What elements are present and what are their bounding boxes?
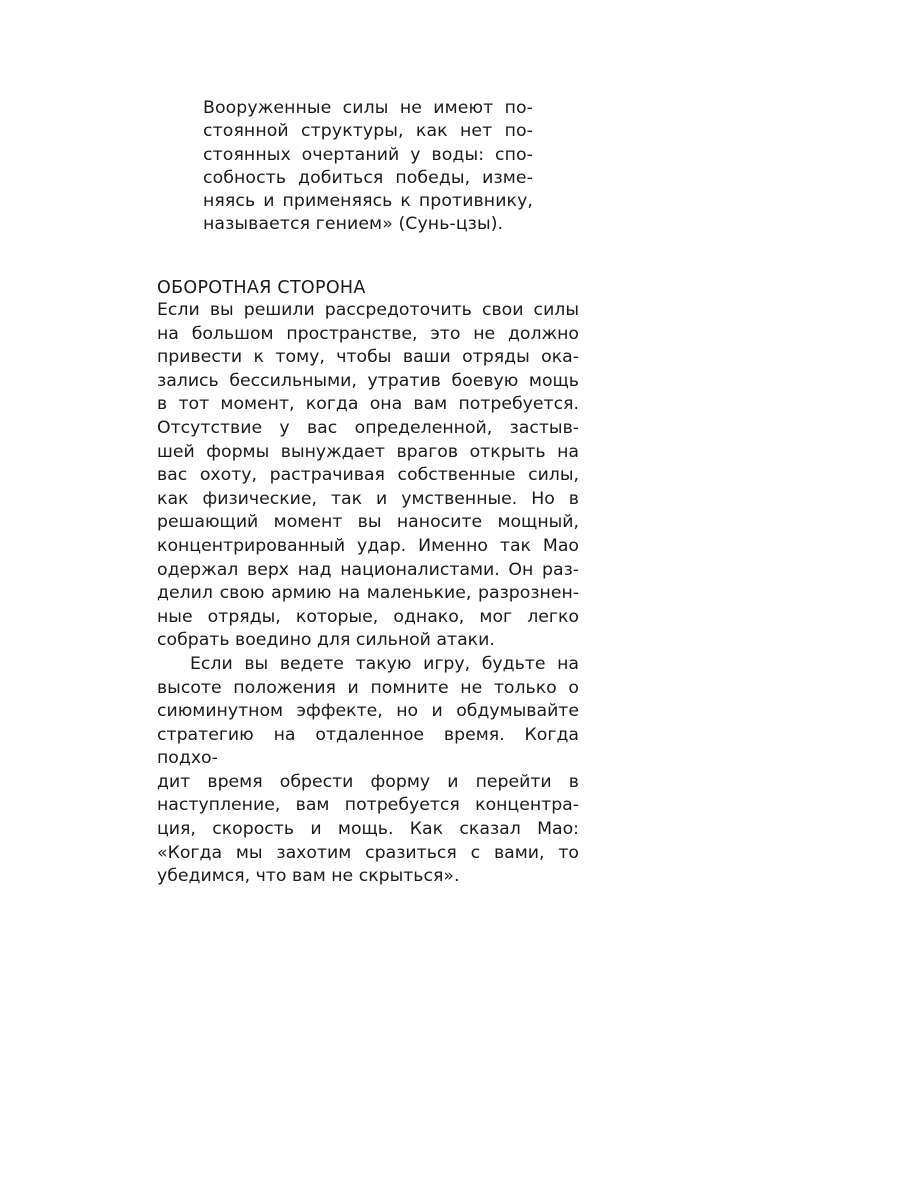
text-line: привести к тому, чтобы ваши отряды ока-: [157, 347, 579, 368]
quote-line: собность добиться победы, изме-: [203, 167, 533, 188]
text-line: стратегию на отдаленное время. Когда подхо-: [157, 724, 579, 769]
quote-line: стоянной структуры, как нет по-: [203, 121, 533, 142]
text-line: дит время обрести форму и перейти в: [157, 771, 579, 792]
text-line: в тот момент, когда она вам потребуется.: [157, 394, 579, 415]
paragraph-2: [157, 653, 579, 889]
section-heading: ОБОРОТНАЯ СТОРОНА: [157, 278, 366, 298]
text-line: концентрированный удар. Именно так Мао: [157, 535, 579, 556]
text-line: как физические, так и умственные. Но в: [157, 488, 579, 509]
text-line: убедимся, что вам не скрыться».: [157, 866, 460, 887]
text-line: Если вы ведете такую игру, будьте на: [190, 653, 579, 674]
text-line: «Когда мы захотим сразиться с вами, то: [157, 842, 579, 863]
text-line: высоте положения и помните не только о: [157, 677, 579, 698]
text-line: решающий момент вы наносите мощный,: [157, 512, 579, 533]
text-line: наступление, вам потребуется концентра-: [157, 795, 579, 816]
text-line: зались бессильными, утратив боевую мощь: [157, 370, 579, 391]
paragraph-1: [157, 299, 579, 653]
text-line: вас охоту, растрачивая собственные силы,: [157, 465, 579, 486]
text-line: Если вы решили рассредоточить свои силы: [157, 300, 579, 320]
text-line: сиюминутном эффекте, но и обдумывайте: [157, 701, 579, 722]
quote-line: стоянных очертаний у воды: спо-: [203, 144, 533, 165]
text-line: на большом пространстве, это не должно: [157, 323, 579, 344]
quote-line: няясь и применяясь к противнику,: [203, 191, 533, 212]
text-line: делил свою армию на маленькие, разрознен-: [157, 583, 579, 604]
text-line: ция, скорость и мощь. Как сказал Мао:: [157, 819, 579, 840]
quote-line: называется гением» (Сунь-цзы).: [203, 214, 504, 235]
text-line: шей формы вынуждает врагов открыть на: [157, 441, 579, 462]
text-line: ные отряды, которые, однако, мог легко: [157, 606, 579, 627]
text-line: Отсутствие у вас определенной, застыв-: [157, 417, 579, 438]
epigraph-quote: [203, 97, 533, 237]
text-line: собрать воедино для сильной атаки.: [157, 630, 495, 651]
reversal-section: [157, 277, 579, 889]
text-line: одержал верх над националистами. Он раз-: [157, 559, 579, 580]
quote-line: Вооруженные силы не имеют по-: [203, 98, 533, 118]
